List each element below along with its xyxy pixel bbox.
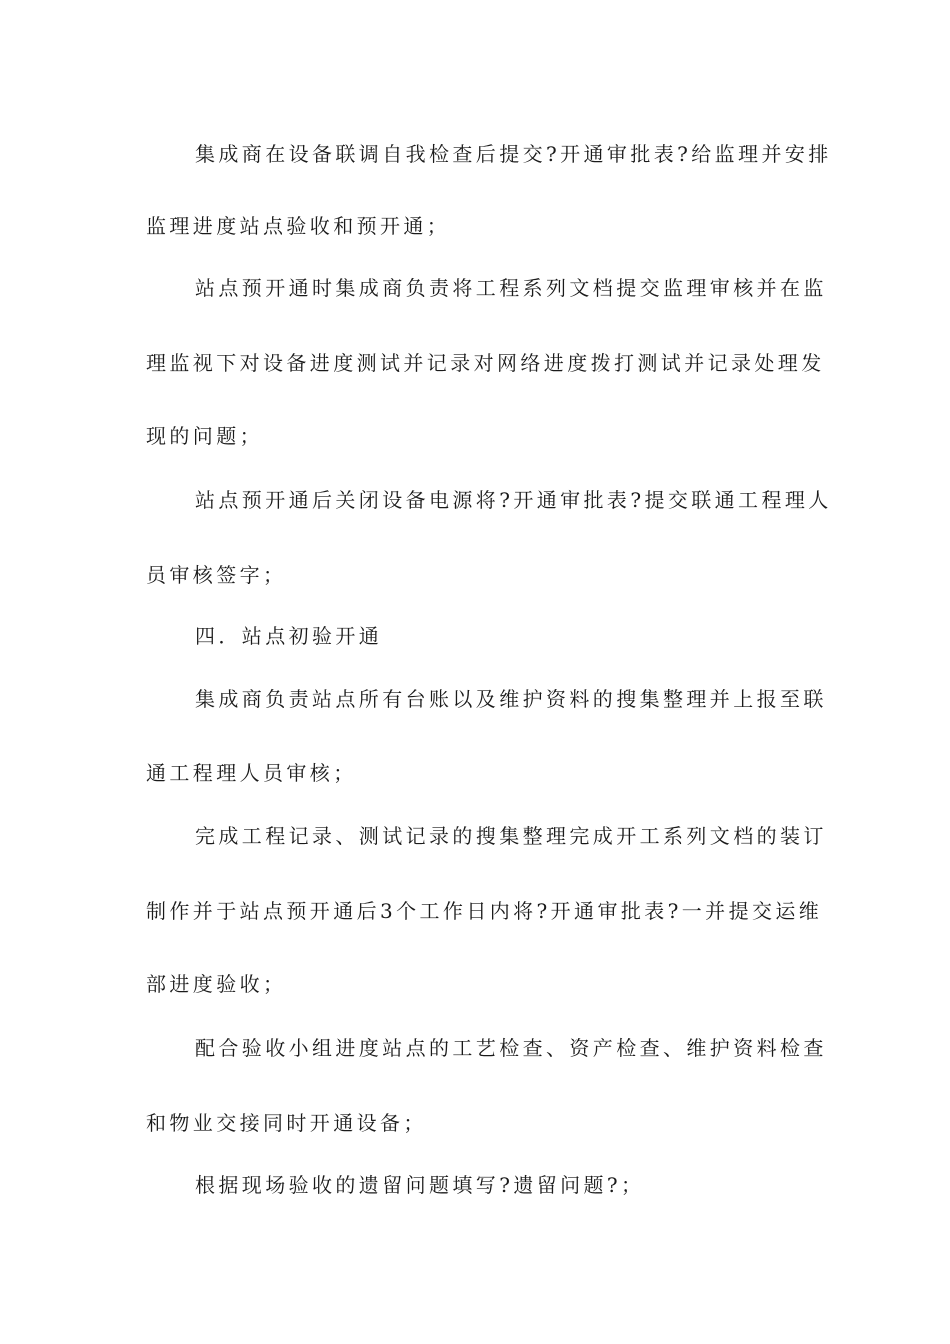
- paragraph-line: 集成商在设备联调自我检查后提交?开通审批表?给监理并安排: [195, 142, 832, 166]
- paragraph-line: 理监视下对设备进度测试并记录对网络进度拨打测试并记录处理发: [146, 351, 825, 375]
- paragraph-line: 通工程理人员审核；: [146, 761, 357, 785]
- section-heading: 四．站点初验开通: [195, 624, 383, 648]
- paragraph-line: 站点预开通时集成商负责将工程系列文档提交监理审核并在监: [195, 276, 827, 300]
- paragraph-line: 制作并于站点预开通后3个工作日内将?开通审批表?一并提交运维: [146, 899, 823, 923]
- paragraph-line: 部进度验收；: [146, 972, 287, 996]
- paragraph-line: 完成工程记录、测试记录的搜集整理完成开工系列文档的装订: [195, 824, 827, 848]
- paragraph-line: 配合验收小组进度站点的工艺检查、资产检查、维护资料检查: [195, 1036, 827, 1060]
- paragraph-line: 集成商负责站点所有台账以及维护资料的搜集整理并上报至联: [195, 687, 827, 711]
- paragraph-line: 员审核签字；: [146, 563, 287, 587]
- paragraph-line: 监理进度站点验收和预开通；: [146, 214, 451, 238]
- paragraph-line: 和物业交接同时开通设备；: [146, 1111, 427, 1135]
- paragraph-line: 现的问题；: [146, 424, 263, 448]
- paragraph-line: 根据现场验收的遗留问题填写?遗留问题?；: [195, 1173, 645, 1197]
- paragraph-line: 站点预开通后关闭设备电源将?开通审批表?提交联通工程理人: [195, 488, 832, 512]
